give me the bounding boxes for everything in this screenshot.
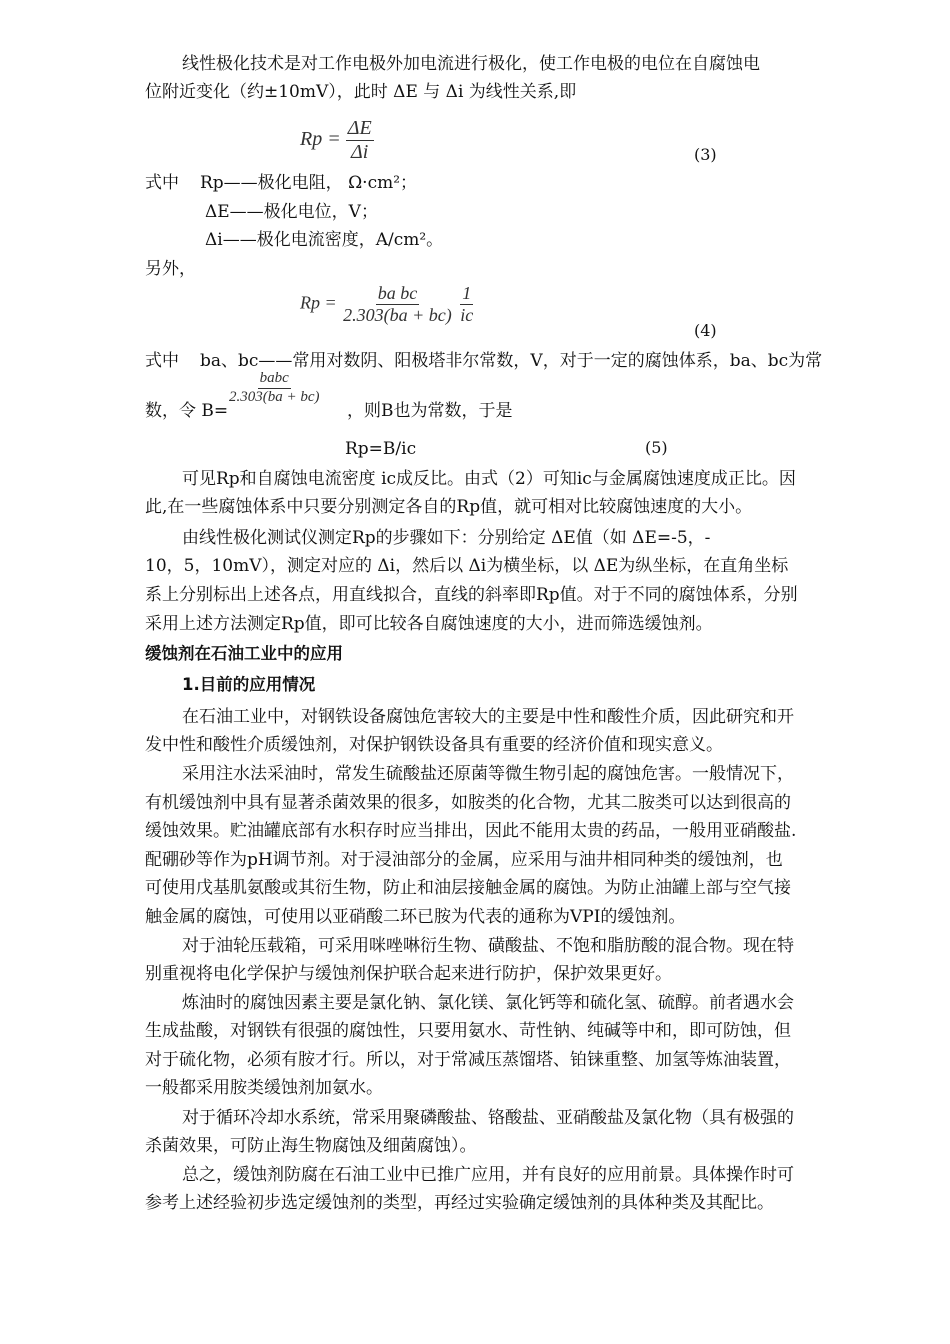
- where-item: Rp——极化电阻， Ω·cm²；: [200, 173, 418, 193]
- paragraph-line: 由线性极化测试仪测定Rp的步骤如下：分别给定 ΔE值（如 ΔE=-5，-: [182, 528, 711, 548]
- paragraph-line: 采用上述方法测定Rp值，即可比较各自腐蚀速度的大小，进而筛选缓蚀剂。: [145, 614, 713, 634]
- eq4-numerator-2: 1: [462, 283, 472, 303]
- b-fraction-body: [227, 371, 322, 406]
- eq3-fraction: [346, 118, 374, 163]
- paragraph-line: 线性极化技术是对工作电极外加电流进行极化，使工作电极的电位在自腐蚀电: [182, 54, 760, 74]
- equation-number-4: (4): [694, 321, 717, 340]
- eq4-fraction: [341, 284, 454, 325]
- paragraph-line: 缓蚀效果。贮油罐底部有水积存时应当排出，因此不能用太贵的药品，一般用亚硝酸盐.: [145, 821, 797, 841]
- b-fraction: [227, 371, 322, 406]
- paragraph-line: 系上分别标出上述各点，用直线拟合，直线的斜率即Rp值。对于不同的腐蚀体系，分别: [145, 585, 798, 605]
- paragraph-line: 一般都采用胺类缓蚀剂加氨水。: [145, 1078, 383, 1098]
- eq4-denominator-2: ic: [460, 304, 474, 325]
- paragraph-line: 可使用戊基肌氨酸或其衍生物，防止和油层接触金属的腐蚀。为防止油罐上部与空气接: [145, 878, 791, 898]
- paragraph-line: 此,在一些腐蚀体系中只要分别测定各自的Rp值，就可相对比较腐蚀速度的大小。: [145, 497, 753, 517]
- where-lead: 式中: [145, 173, 179, 193]
- paragraph-line: 杀菌效果，可防止海生物腐蚀及细菌腐蚀）。: [145, 1136, 477, 1156]
- paragraph-line: 可见Rp和自腐蚀电流密度 ic成反比。由式（2）可知ic与金属腐蚀速度成正比。因: [182, 469, 796, 489]
- paragraph-line: 10，5，10mV），测定对应的 Δi，然后以 Δi为横坐标，以 ΔE为纵坐标，在直角坐标: [145, 556, 789, 576]
- eq3-lhs: Rp =: [300, 128, 341, 151]
- paragraph-line: 配硼砂等作为pH调节剂。对于浸油部分的金属，应采用与油井相同种类的缓蚀剂，也: [145, 850, 783, 870]
- eq3-denominator: Δi: [351, 141, 369, 163]
- b-definition-suffix: ，则B也为常数，于是: [347, 401, 513, 421]
- eq4-numerator: ba bc: [377, 283, 418, 303]
- where-item: ΔE——极化电位，V；: [205, 202, 378, 222]
- also-text: 另外，: [145, 259, 196, 279]
- where-item: Δi——极化电流密度，A/cm²。: [205, 230, 444, 250]
- paragraph-line: 在石油工业中，对钢铁设备腐蚀危害较大的主要是中性和酸性介质，因此研究和开: [182, 707, 794, 727]
- paragraph-line: 别重视将电化学保护与缓蚀剂保护联合起来进行防护，保护效果更好。: [145, 964, 672, 984]
- paragraph-line: 对于硫化物，必须有胺才行。所以，对于常减压蒸馏塔、铂铼重整、加氢等炼油装置，: [145, 1050, 791, 1070]
- equation-5: Rp=B/ic: [345, 439, 417, 459]
- equation-number-5: (5): [645, 438, 668, 457]
- section-heading: 缓蚀剂在石油工业中的应用: [145, 644, 343, 663]
- b-definition-prefix: 数，令 B=: [145, 401, 229, 421]
- paragraph-line: 生成盐酸，对钢铁有很强的腐蚀性，只要用氨水、苛性钠、纯碱等中和，即可防蚀，但: [145, 1021, 791, 1041]
- where-lead: 式中: [145, 351, 179, 371]
- equation-number-3: (3): [694, 145, 717, 164]
- eq4-denominator: 2.303(ba + bc): [343, 304, 452, 325]
- paragraph-line: 参考上述经验初步选定缓蚀剂的类型，再经过实验确定缓蚀剂的具体种类及其配比。: [145, 1193, 774, 1213]
- b-numerator: babc: [258, 371, 291, 389]
- paragraph-line: 总之，缓蚀剂防腐在石油工业中已推广应用，并有良好的应用前景。具体操作时可: [182, 1165, 794, 1185]
- equation-3: [300, 118, 374, 163]
- paragraph-line: 触金属的腐蚀，可使用以亚硝酸二环已胺为代表的通称为VPI的缓蚀剂。: [145, 907, 686, 927]
- paragraph-line: 位附近变化（约±10mV），此时 ΔE 与 Δi 为线性关系,即: [145, 82, 577, 102]
- paragraph-line: 有机缓蚀剂中具有显著杀菌效果的很多，如胺类的化合物，尤其二胺类可以达到很高的: [145, 793, 791, 813]
- paragraph-line: 采用注水法采油时，常发生硫酸盐还原菌等微生物引起的腐蚀危害。一般情况下，: [182, 764, 794, 784]
- paragraph-line: 对于油轮压载箱，可采用咪唑啉衍生物、磺酸盐、不饱和脂肪酸的混合物。现在特: [182, 936, 794, 956]
- eq4-fraction-2: [458, 284, 475, 325]
- equation-4: [300, 284, 475, 325]
- where-item: ba、bc——常用对数阴、阳极塔非尔常数，V，对于一定的腐蚀体系，ba、bc为常: [200, 351, 823, 371]
- subsection-heading: 1.目前的应用情况: [182, 675, 316, 694]
- eq3-numerator: ΔE: [347, 117, 372, 139]
- b-denominator: 2.303(ba + bc): [229, 388, 320, 405]
- paragraph-line: 炼油时的腐蚀因素主要是氯化钠、氯化镁、氯化钙等和硫化氢、硫醇。前者遇水会: [182, 993, 794, 1013]
- paragraph-line: 发中性和酸性介质缓蚀剂，对保护钢铁设备具有重要的经济价值和现实意义。: [145, 735, 723, 755]
- paragraph-line: 对于循环冷却水系统，常采用聚磷酸盐、铬酸盐、亚硝酸盐及氯化物（具有极强的: [182, 1108, 794, 1128]
- eq4-lhs: Rp =: [300, 292, 337, 313]
